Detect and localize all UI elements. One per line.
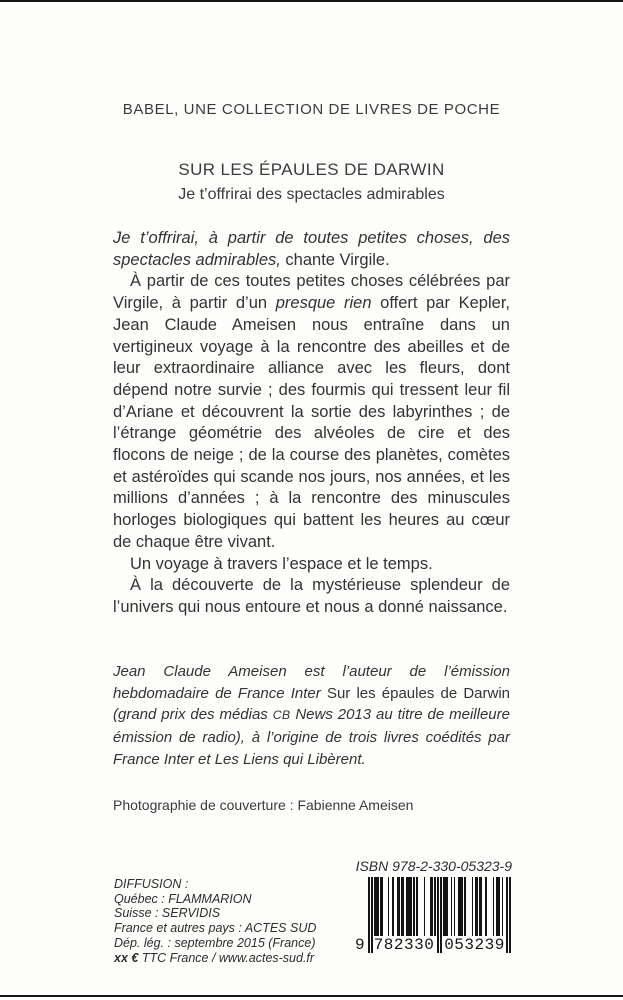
barcode-digits-group2: 053239 (444, 936, 505, 954)
barcode-digits-group1: 782330 (373, 936, 435, 954)
diffusion-line: Québec : FLAMMARION (114, 891, 252, 906)
price-line: xx € TTC France / www.actes-sud.fr (114, 950, 315, 965)
bottom-edge-rule (0, 995, 623, 997)
top-edge-rule (0, 0, 623, 2)
synopsis (113, 228, 510, 619)
diffusion-line: Suisse : SERVIDIS (114, 906, 221, 921)
isbn-text: ISBN 978-2-330-05323-9 (355, 858, 512, 874)
book-title: SUR LES ÉPAULES DE DARWIN (178, 160, 445, 179)
barcode-lead-digit: 9 (354, 936, 366, 954)
synopsis-quote: Je t’offrirai, à partir de toutes petites choses, des spectacles admirables, (113, 229, 510, 269)
emphasis-presque-rien: presque rien (275, 294, 372, 313)
collection-header: BABEL, UNE COLLECTION DE LIVRES DE POCHE (122, 101, 501, 118)
price-amount: xx € (114, 950, 142, 965)
synopsis-paragraph-3: Un voyage à travers l’espace et le temps. (130, 554, 433, 573)
synopsis-paragraph-4: À la découverte de la mystérieuse splendeur de l’univers qui nous entoure et nous a donné naissance. (113, 576, 510, 616)
book-subtitle: Je t’offrirai des spectacles admirables (178, 186, 445, 203)
show-title-roman: Sur les épaules de Darwin (326, 684, 510, 702)
ean-barcode (356, 877, 514, 961)
synopsis-paragraph-2: À partir de ces toutes petites choses célébrées par Virgile, à partir d’un presque rien offert par Kepler, Jean Claude Ameisen nous entraîne dans un vertigineux voyage à la rencontre des abeilles et de leur extraordinaire alliance avec les fleurs, dont dépend notre survie ; des fourmis qui tressent leur fil d’Ariane et découvrent la sortie des labyrinthes ; de l’étrange géométrie des alvéoles de cire et des flocons de neige ; de la course des planètes, comètes et astéroïdes qui scande nos jours, nos années, et les millions d’années ; à la rencontre des minuscules horloges biologiques qui battent les heures au cœur de chaque être vivant. (113, 272, 510, 551)
diffusion-line: DIFFUSION : (114, 877, 189, 891)
synopsis-paragraph-1 (113, 228, 510, 271)
diffusion-line: France et autres pays : ACTES SUD (114, 921, 317, 936)
photo-credit: Photographie de couverture : Fabienne Ameisen (113, 797, 414, 813)
author-note: Jean Claude Ameisen est l’auteur de l’émission hebdomadaire de France Inter Sur les épaules de Darwin (grand prix des médias CB News 2013 au titre de meilleure émission de radio), à l’origine de trois livres coédités par France Inter et Les Liens qui Libèrent. (113, 663, 510, 768)
diffusion-line: Dép. lég. : septembre 2015 (France) (114, 935, 316, 950)
synopsis-quote-attrib: chante Virgile. (280, 250, 390, 269)
cb-news-caps: CB (272, 708, 291, 723)
